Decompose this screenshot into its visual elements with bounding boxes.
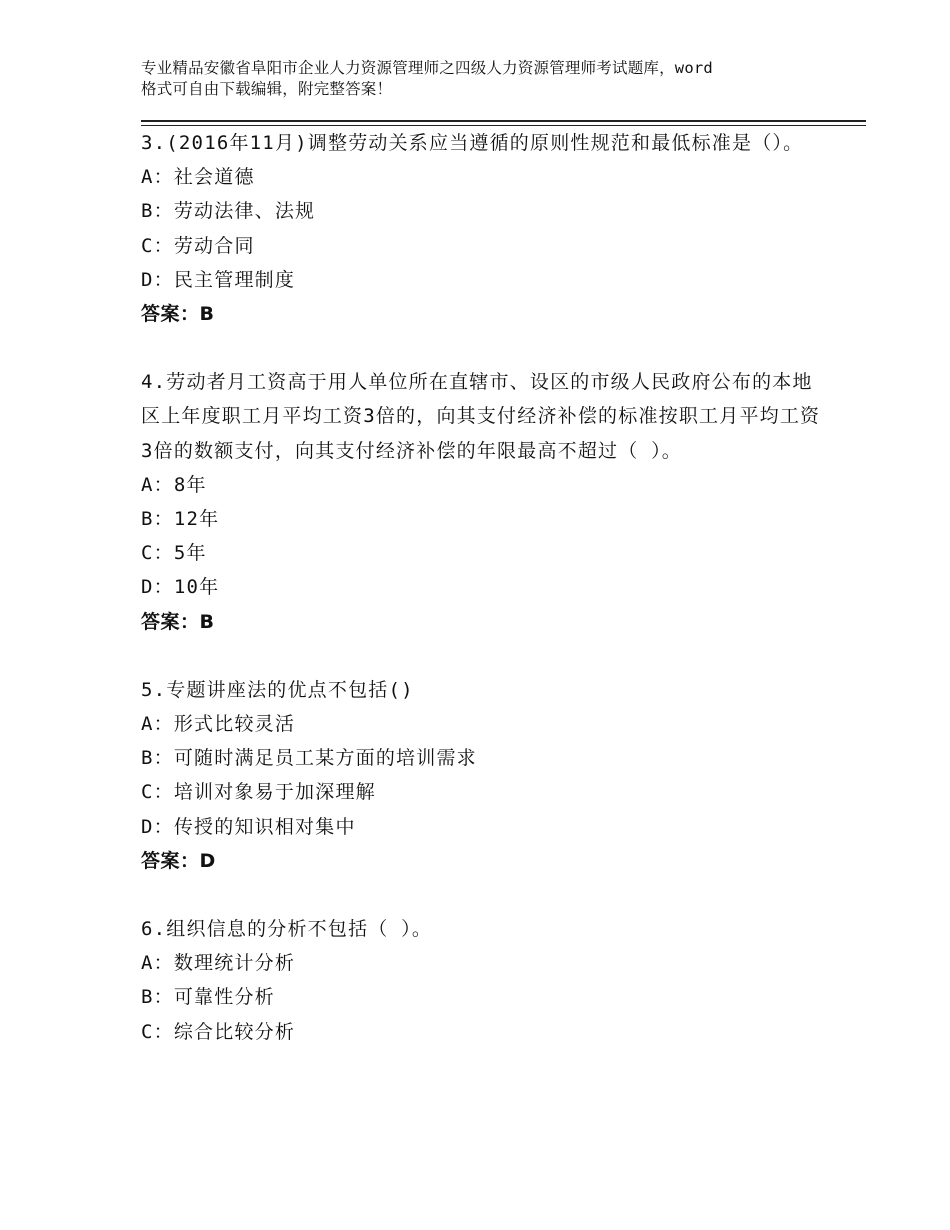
option-c: C：培训对象易于加深理解 [141, 781, 376, 804]
answer-label: 答案：D [141, 849, 216, 872]
option-a: A：8年 [141, 473, 207, 496]
answer-label: 答案：B [141, 610, 215, 633]
option-d: D：民主管理制度 [141, 268, 296, 291]
header-rule-thick [141, 120, 866, 122]
question-4 [141, 365, 831, 639]
question-stem: 3.(2016年11月)调整劳动关系应当遵循的原则性规范和最低标准是（）。 [141, 132, 804, 154]
option-d: D：10年 [141, 576, 220, 599]
document-header [141, 58, 841, 100]
question-5 [141, 673, 831, 878]
question-gap [141, 331, 831, 365]
question-list [141, 126, 831, 1049]
answer-label: 答案：B [141, 303, 215, 326]
option-b: B：劳动法律、法规 [141, 200, 316, 223]
question-gap [141, 878, 831, 912]
question-stem: 6.组织信息的分析不包括（ ）。 [141, 918, 433, 941]
question-stem: 4.劳动者月工资高于用人单位所在直辖市、设区的市级人民政府公布的本地区上年度职工月平均工资3倍的，向其支付经济补偿的标准按职工月平均工资3倍的数额支付，向其支付经济补偿的年限最高不超过（ ）。 [141, 371, 821, 462]
option-a: A：形式比较灵活 [141, 713, 296, 736]
option-c: C：5年 [141, 542, 207, 565]
option-d: D：传授的知识相对集中 [141, 815, 356, 838]
option-b: B：可随时满足员工某方面的培训需求 [141, 747, 477, 770]
option-a: A：数理统计分析 [141, 952, 296, 975]
option-b: B：12年 [141, 508, 220, 531]
header-title-line-2: 格式可自由下载编辑，附完整答案！ [141, 80, 393, 98]
question-6 [141, 912, 831, 1049]
header-title-line-1: 专业精品安徽省阜阳市企业人力资源管理师之四级人力资源管理师考试题库，word [141, 59, 713, 77]
option-c: C：综合比较分析 [141, 1020, 296, 1043]
question-gap [141, 639, 831, 673]
option-a: A：社会道德 [141, 166, 255, 189]
option-c: C：劳动合同 [141, 234, 255, 257]
question-stem: 5.专题讲座法的优点不包括() [141, 678, 414, 701]
question-3 [141, 126, 831, 331]
option-b: B：可靠性分析 [141, 986, 275, 1009]
